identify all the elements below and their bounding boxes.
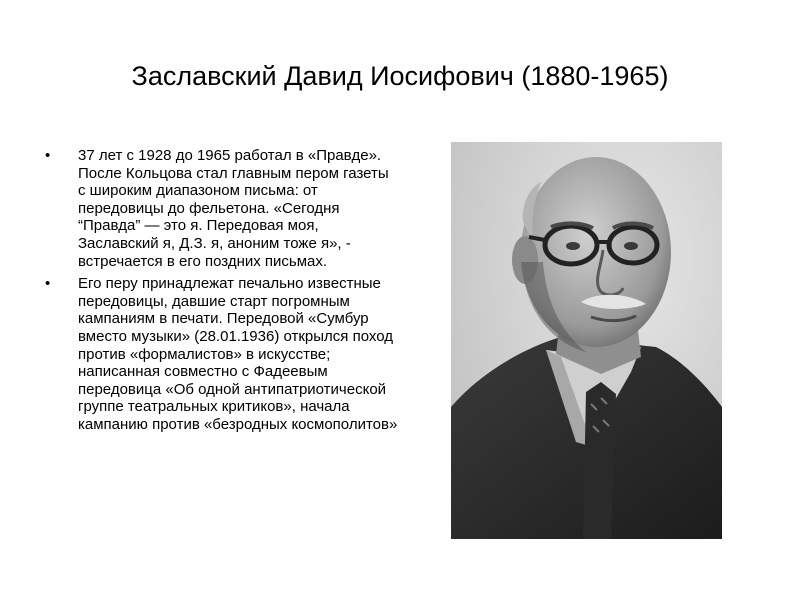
portrait-photo bbox=[451, 142, 722, 539]
bullet-item bbox=[45, 147, 400, 270]
bullet-list bbox=[45, 147, 400, 439]
bullet-icon: • bbox=[45, 275, 51, 293]
slide-title: Заславский Давид Иосифович (1880-1965) bbox=[131, 61, 669, 91]
bullet-icon: • bbox=[45, 147, 51, 164]
bullet-text: 37 лет с 1928 до 1965 работал в «Правде». После Кольцова стал главным пером газеты с широким диапазоном письма: от передовицы до фельетона. «Сегодня “Правда” — это я. Передовая моя, Заславский я, Д.З. я, аноним тоже я», - встречается в его поздних письмах. bbox=[78, 147, 389, 270]
bullet-text: Его перу принадлежат печально известные передовицы, давшие старт погромным кампаниям в печати. Передовой «Сумбур вместо музыки» (28.01.1936) открылся поход против «формалистов» в искусстве; написанная совместно с Фадеевым передовица «Об одной антипатриотической группе театральных критиков», начала кампанию против «безродных космополитов» bbox=[78, 275, 398, 433]
portrait-illustration bbox=[451, 142, 722, 539]
bullet-item bbox=[45, 275, 400, 433]
